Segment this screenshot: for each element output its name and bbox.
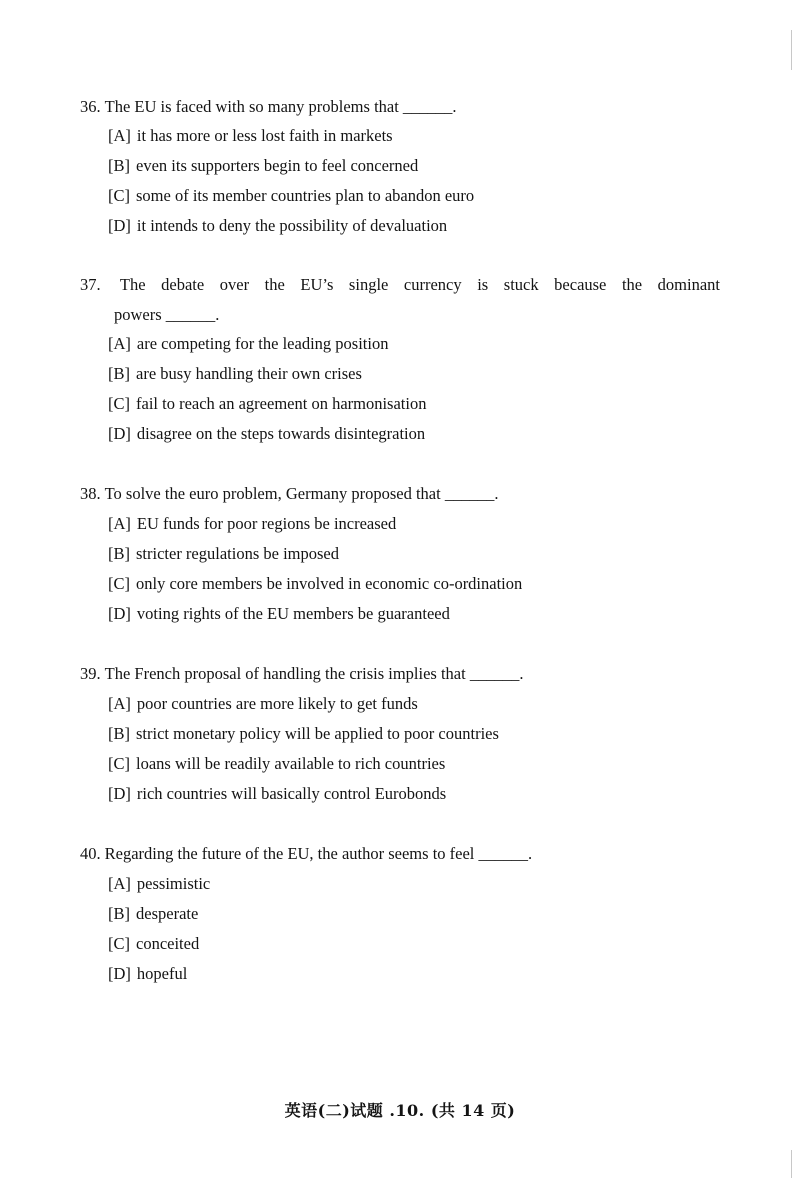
option-text: even its supporters begin to feel concerned <box>136 156 419 175</box>
option-text: loans will be readily available to rich countries <box>136 754 446 773</box>
option-label: [C] <box>108 186 130 205</box>
option-text: conceited <box>136 934 200 953</box>
question-text: The French proposal of handling the crisis implies that ______. <box>104 664 524 683</box>
option-a <box>108 694 418 714</box>
option-label: [A] <box>108 694 131 713</box>
question-number: 36. <box>80 97 101 116</box>
question-stem <box>80 270 720 300</box>
option-a <box>108 874 210 894</box>
question-text: To solve the euro problem, Germany proposed that ______. <box>104 484 499 503</box>
option-c <box>108 574 522 594</box>
option-label: [D] <box>108 604 131 623</box>
option-label: [C] <box>108 394 130 413</box>
question-stem <box>80 484 498 504</box>
question-number: 40. <box>80 844 101 863</box>
option-b <box>108 364 362 384</box>
question-stem <box>80 664 523 684</box>
option-c <box>108 934 199 954</box>
option-label: [C] <box>108 934 130 953</box>
option-label: [D] <box>108 216 131 235</box>
option-d <box>108 964 187 984</box>
option-d <box>108 424 425 444</box>
option-b <box>108 724 499 744</box>
option-a <box>108 334 388 354</box>
option-text: strict monetary policy will be applied to poor countries <box>136 724 499 743</box>
option-label: [C] <box>108 574 130 593</box>
question-number: 39. <box>80 664 101 683</box>
option-text: EU funds for poor regions be increased <box>136 514 397 533</box>
question-stem <box>80 97 457 117</box>
option-label: [A] <box>108 874 131 893</box>
question-text: The debate over the EU’s single currency is stuck because the dominant <box>119 275 721 294</box>
option-text: pessimistic <box>136 874 211 893</box>
option-text: it has more or less lost faith in markets <box>136 126 393 145</box>
page-footer: 英语(二)试题 .10. (共 14 页) <box>284 1101 516 1120</box>
option-label: [D] <box>108 784 131 803</box>
option-label: [A] <box>108 514 131 533</box>
scan-edge-mark <box>791 1150 792 1178</box>
option-text: voting rights of the EU members be guaranteed <box>136 604 450 623</box>
option-text: rich countries will basically control Eurobonds <box>136 784 447 803</box>
option-label: [C] <box>108 754 130 773</box>
option-text: hopeful <box>136 964 188 983</box>
option-text: desperate <box>136 904 199 923</box>
question-number: 37. <box>80 275 101 294</box>
option-label: [B] <box>108 544 130 563</box>
option-label: [D] <box>108 424 131 443</box>
scan-edge-mark <box>791 30 792 70</box>
option-label: [B] <box>108 724 130 743</box>
option-c <box>108 754 445 774</box>
option-b <box>108 544 339 564</box>
question-number: 38. <box>80 484 101 503</box>
option-text: are busy handling their own crises <box>136 364 362 383</box>
option-text: stricter regulations be imposed <box>136 544 339 563</box>
option-a <box>108 514 396 534</box>
option-text: poor countries are more likely to get funds <box>136 694 418 713</box>
option-label: [A] <box>108 334 131 353</box>
option-text: are competing for the leading position <box>136 334 389 353</box>
option-text: it intends to deny the possibility of devaluation <box>136 216 448 235</box>
question-stem-continuation: powers ______. <box>114 305 220 324</box>
option-a <box>108 126 393 146</box>
option-label: [D] <box>108 964 131 983</box>
question-stem <box>80 844 532 864</box>
option-b <box>108 904 198 924</box>
option-d <box>108 604 450 624</box>
option-text: disagree on the steps towards disintegration <box>136 424 426 443</box>
option-c <box>108 394 426 414</box>
option-text: some of its member countries plan to abandon euro <box>136 186 475 205</box>
option-d <box>108 784 446 804</box>
option-text: fail to reach an agreement on harmonisation <box>136 394 427 413</box>
option-text: only core members be involved in economic co-ordination <box>136 574 523 593</box>
option-c <box>108 186 474 206</box>
option-label: [A] <box>108 126 131 145</box>
option-label: [B] <box>108 156 130 175</box>
option-b <box>108 156 418 176</box>
question-text: The EU is faced with so many problems that ______. <box>104 97 457 116</box>
option-d <box>108 216 447 236</box>
question-text: Regarding the future of the EU, the author seems to feel ______. <box>104 844 533 863</box>
option-label: [B] <box>108 364 130 383</box>
option-label: [B] <box>108 904 130 923</box>
